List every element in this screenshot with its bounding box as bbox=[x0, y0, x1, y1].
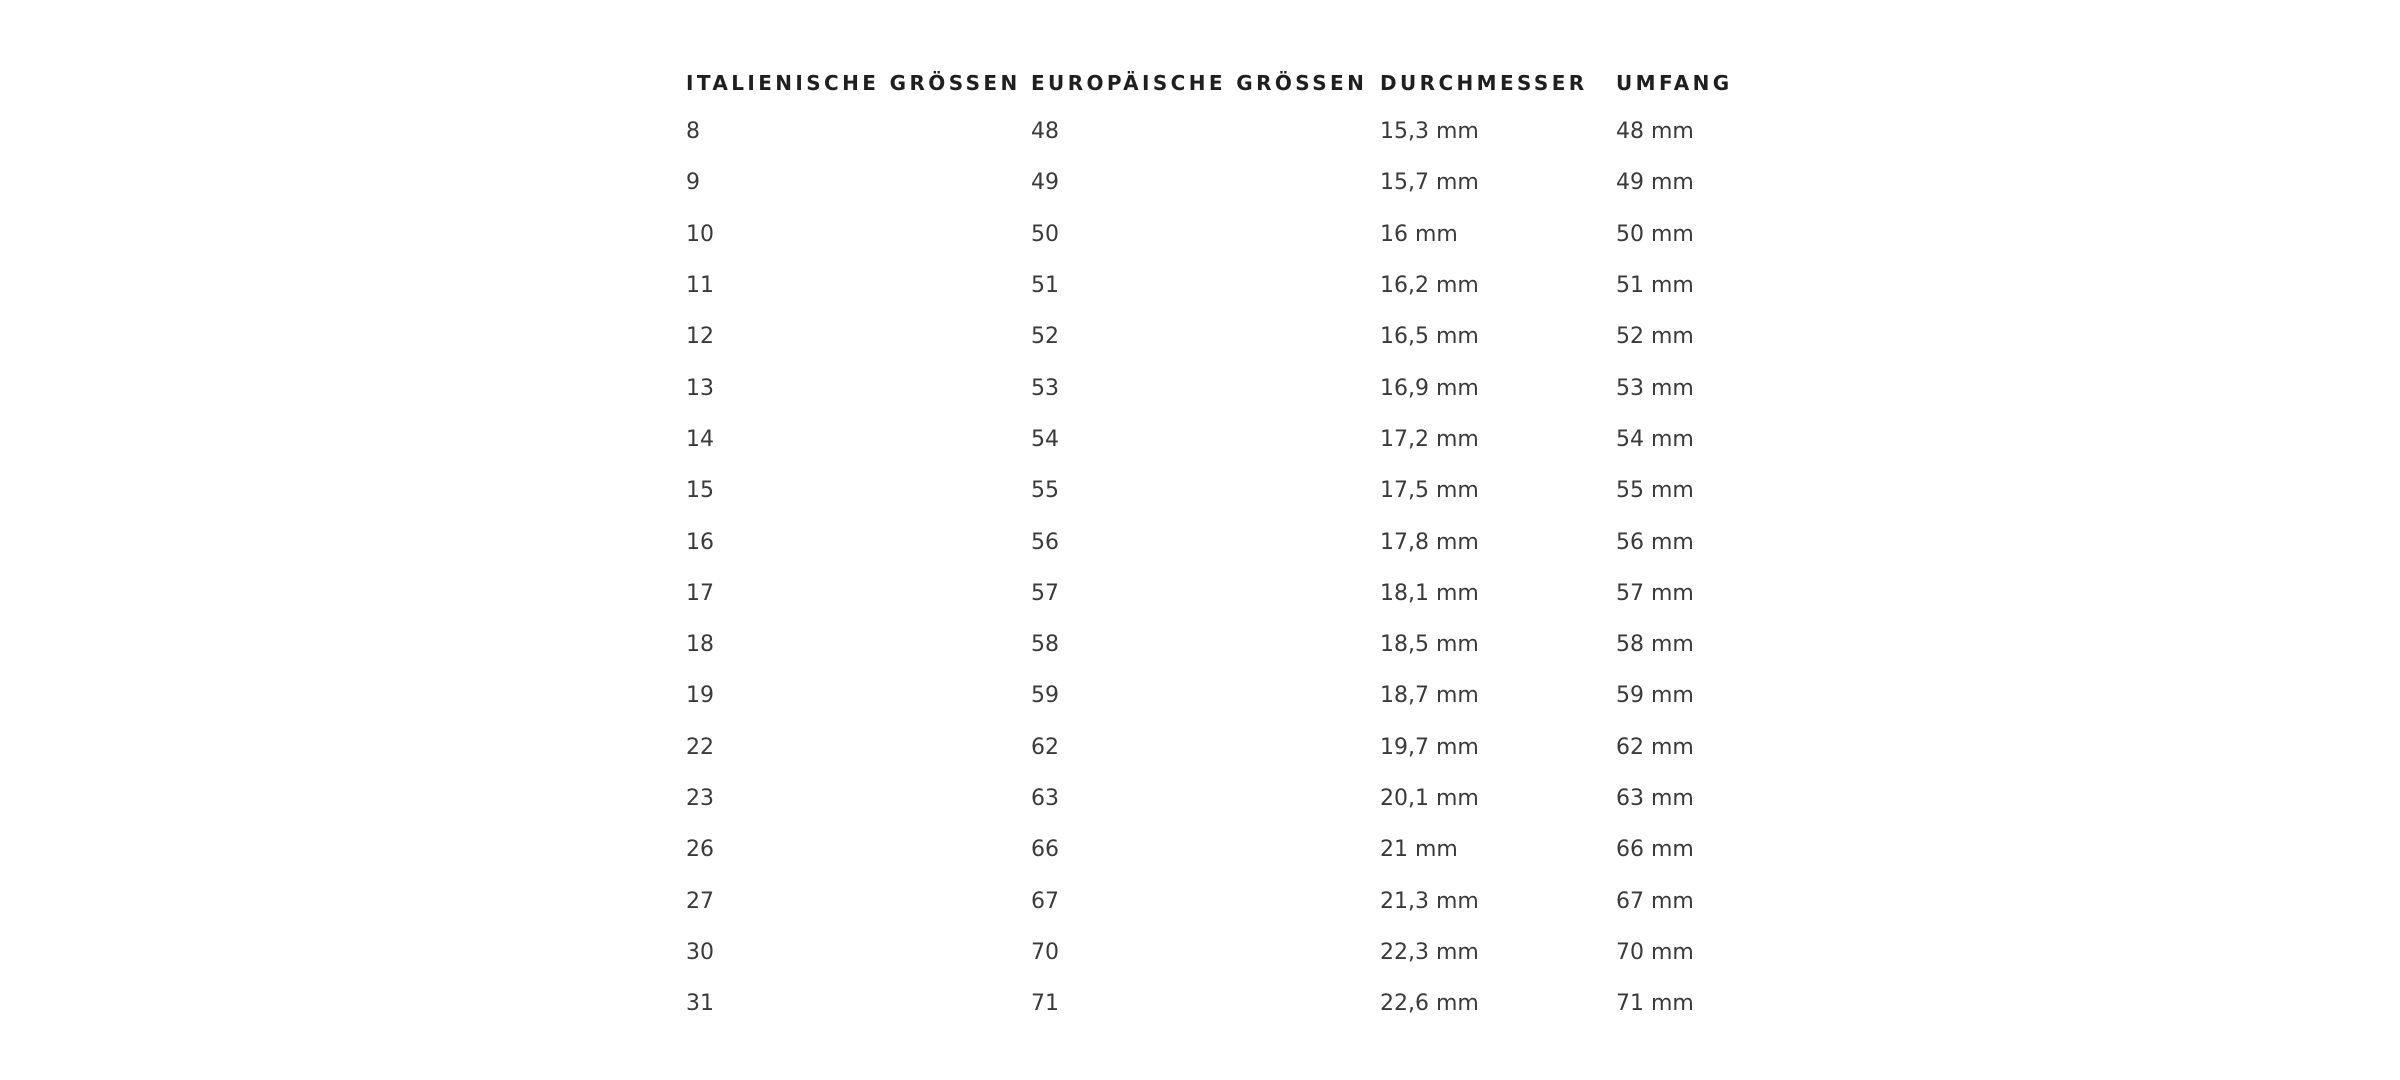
table-row bbox=[686, 106, 1816, 157]
cell-diameter: 19,7 mm bbox=[1380, 734, 1479, 760]
cell-circumference: 57 mm bbox=[1616, 580, 1694, 606]
cell-italian-size: 14 bbox=[686, 426, 714, 452]
cell-european-size: 70 bbox=[1031, 939, 1059, 965]
cell-italian-size: 9 bbox=[686, 170, 700, 196]
cell-european-size: 59 bbox=[1031, 683, 1059, 709]
cell-circumference: 54 mm bbox=[1616, 426, 1694, 452]
table-row bbox=[686, 311, 1816, 362]
table-row bbox=[686, 260, 1816, 311]
table-row bbox=[686, 722, 1816, 773]
cell-circumference: 52 mm bbox=[1616, 324, 1694, 350]
cell-circumference: 48 mm bbox=[1616, 119, 1694, 145]
table-row bbox=[686, 875, 1816, 926]
cell-diameter: 21 mm bbox=[1380, 837, 1458, 863]
cell-italian-size: 30 bbox=[686, 939, 714, 965]
table-row bbox=[686, 824, 1816, 875]
cell-diameter: 22,3 mm bbox=[1380, 939, 1479, 965]
table-row bbox=[686, 465, 1816, 516]
cell-diameter: 16,2 mm bbox=[1380, 273, 1479, 299]
cell-diameter: 21,3 mm bbox=[1380, 888, 1479, 914]
cell-diameter: 18,5 mm bbox=[1380, 632, 1479, 658]
cell-italian-size: 12 bbox=[686, 324, 714, 350]
cell-italian-size: 23 bbox=[686, 786, 714, 811]
column-header-circumference: UMFANG bbox=[1616, 71, 1733, 95]
cell-european-size: 55 bbox=[1031, 478, 1059, 504]
cell-italian-size: 26 bbox=[686, 837, 714, 863]
cell-european-size: 52 bbox=[1031, 324, 1059, 350]
column-header-italian-sizes: ITALIENISCHE GRÖSSEN bbox=[686, 71, 1021, 95]
cell-european-size: 54 bbox=[1031, 426, 1059, 452]
cell-italian-size: 15 bbox=[686, 478, 714, 504]
cell-italian-size: 22 bbox=[686, 734, 714, 760]
cell-diameter: 18,7 mm bbox=[1380, 683, 1479, 709]
cell-circumference: 56 mm bbox=[1616, 529, 1694, 555]
table-row bbox=[686, 978, 1816, 1029]
ring-size-table bbox=[686, 60, 1816, 1029]
table-row bbox=[686, 414, 1816, 465]
table-row bbox=[686, 362, 1816, 413]
cell-diameter: 15,7 mm bbox=[1380, 170, 1479, 196]
cell-european-size: 50 bbox=[1031, 221, 1059, 247]
cell-diameter: 16 mm bbox=[1380, 221, 1458, 247]
table-row bbox=[686, 157, 1816, 208]
cell-italian-size: 27 bbox=[686, 888, 714, 914]
cell-european-size: 53 bbox=[1031, 375, 1059, 401]
cell-italian-size: 17 bbox=[686, 580, 714, 606]
column-header-diameter: DURCHMESSER bbox=[1380, 71, 1588, 95]
cell-diameter: 17,2 mm bbox=[1380, 426, 1479, 452]
cell-circumference: 50 mm bbox=[1616, 221, 1694, 247]
table-header bbox=[686, 60, 1816, 106]
cell-circumference: 53 mm bbox=[1616, 375, 1694, 401]
cell-european-size: 56 bbox=[1031, 529, 1059, 555]
cell-italian-size: 13 bbox=[686, 375, 714, 401]
cell-circumference: 59 mm bbox=[1616, 683, 1694, 709]
table-row bbox=[686, 568, 1816, 619]
cell-circumference: 58 mm bbox=[1616, 632, 1694, 658]
cell-diameter: 18,1 mm bbox=[1380, 580, 1479, 606]
cell-italian-size: 31 bbox=[686, 991, 714, 1017]
cell-diameter: 22,6 mm bbox=[1380, 991, 1479, 1017]
column-header-european-sizes: EUROPÄISCHE GRÖSSEN bbox=[1031, 71, 1368, 95]
cell-circumference: 51 mm bbox=[1616, 273, 1694, 299]
cell-diameter: 15,3 mm bbox=[1380, 119, 1479, 145]
cell-italian-size: 18 bbox=[686, 632, 714, 658]
cell-european-size: 62 bbox=[1031, 734, 1059, 760]
cell-diameter: 20,1 mm bbox=[1380, 786, 1479, 811]
cell-italian-size: 8 bbox=[686, 119, 700, 145]
cell-european-size: 48 bbox=[1031, 119, 1059, 145]
table-row bbox=[686, 516, 1816, 567]
table-row bbox=[686, 209, 1816, 260]
cell-italian-size: 16 bbox=[686, 529, 714, 555]
cell-european-size: 57 bbox=[1031, 580, 1059, 606]
cell-circumference: 62 mm bbox=[1616, 734, 1694, 760]
cell-circumference: 70 mm bbox=[1616, 939, 1694, 965]
cell-circumference: 63 mm bbox=[1616, 786, 1694, 811]
cell-european-size: 49 bbox=[1031, 170, 1059, 196]
table-body bbox=[686, 106, 1816, 1029]
cell-european-size: 51 bbox=[1031, 273, 1059, 299]
table-row bbox=[686, 619, 1816, 670]
cell-diameter: 16,5 mm bbox=[1380, 324, 1479, 350]
cell-european-size: 58 bbox=[1031, 632, 1059, 658]
cell-european-size: 63 bbox=[1031, 786, 1059, 811]
cell-circumference: 55 mm bbox=[1616, 478, 1694, 504]
header-row bbox=[686, 60, 1816, 106]
cell-diameter: 17,8 mm bbox=[1380, 529, 1479, 555]
cell-european-size: 71 bbox=[1031, 991, 1059, 1017]
cell-italian-size: 11 bbox=[686, 273, 714, 299]
table-row bbox=[686, 927, 1816, 978]
cell-diameter: 17,5 mm bbox=[1380, 478, 1479, 504]
cell-european-size: 66 bbox=[1031, 837, 1059, 863]
cell-circumference: 49 mm bbox=[1616, 170, 1694, 196]
cell-circumference: 66 mm bbox=[1616, 837, 1694, 863]
cell-circumference: 67 mm bbox=[1616, 888, 1694, 914]
cell-european-size: 67 bbox=[1031, 888, 1059, 914]
cell-diameter: 16,9 mm bbox=[1380, 375, 1479, 401]
table-row bbox=[686, 670, 1816, 721]
table-row bbox=[686, 773, 1816, 824]
cell-italian-size: 19 bbox=[686, 683, 714, 709]
cell-italian-size: 10 bbox=[686, 221, 714, 247]
cell-circumference: 71 mm bbox=[1616, 991, 1694, 1017]
